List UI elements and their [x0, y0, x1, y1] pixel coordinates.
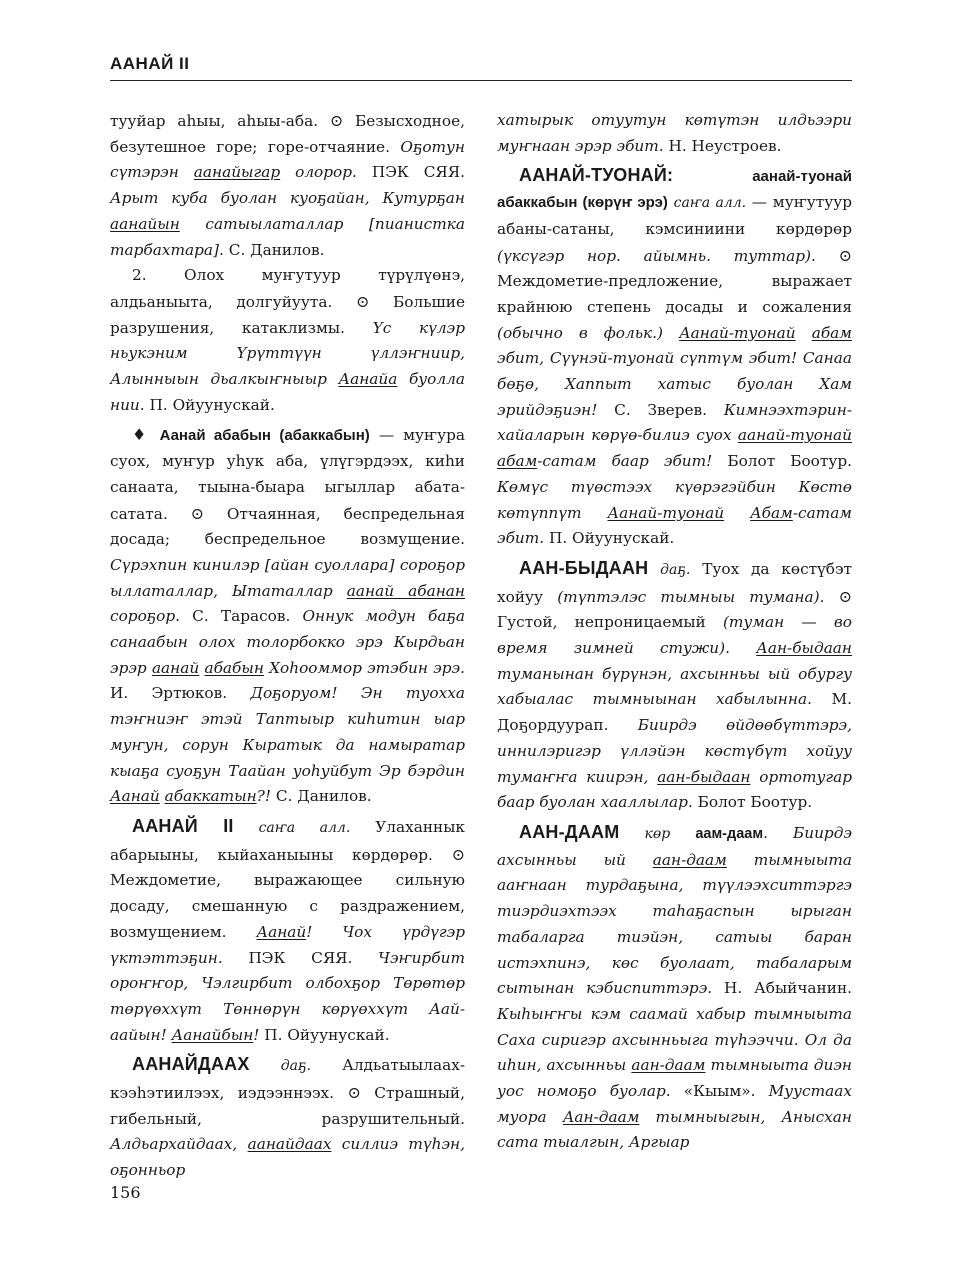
russian-marker-icon: ⊙ — [838, 245, 852, 265]
entry-text: Безысходное, безутешное горе; горе-отчаяние. — [110, 112, 465, 156]
entry-text: эбит, Сүүнэй-туонай сүптүм эбит! Санаа бөҕө, Хаппыт хатыс буолан Хам эрийдэҕиэн! — [497, 349, 852, 419]
entry-text: Улаханнык абарыыны, кыйаханыыны көрдөрөр. — [110, 817, 465, 864]
entry-text: ! — [253, 1025, 260, 1044]
entry-text — [234, 818, 259, 836]
entry-text: тууйар аһыы, аһыы-аба. — [110, 112, 330, 130]
entry-text: . — [819, 587, 839, 606]
dictionary-entry — [110, 263, 465, 418]
entry-text: -сатам эбит. — [497, 503, 852, 548]
entry-text: Н. Абыйчанин. — [712, 979, 852, 998]
entry-text: Аанай-туонай — [607, 503, 725, 522]
entry-text: Алдьатыылаах-кээһэтиилээх, иэдээннээх. — [110, 1056, 465, 1103]
running-title: ААНАЙ II — [110, 54, 190, 73]
entry-text: Отчаянная, беспредельная досада; беспредельное возмущение. — [110, 504, 465, 549]
entry-text: (туман — во время зимней стужи) — [497, 613, 852, 658]
entry-text: Н. Неустроев. — [663, 136, 782, 155]
entry-text: Аанай — [110, 787, 160, 806]
entry-headword: ААНАЙ-ТУОНАЙ: — [519, 165, 674, 186]
entry-text: силлиэ түһэн, оҕонньор — [110, 1135, 465, 1180]
entry-text: абам — [811, 323, 852, 342]
entry-text — [796, 324, 812, 342]
entry-text: тымныыгын, Анысхан сата тыалгын, Аргыар — [497, 1107, 852, 1152]
entry-text: Оҕотун сүтэрэн — [110, 137, 465, 182]
entry-text: буолла нии. — [110, 370, 465, 414]
entry-text: С. Зверев. — [597, 400, 724, 419]
page-number: 156 — [110, 1183, 141, 1202]
entry-text: Аанай абабын (абаккабын) — [159, 427, 370, 445]
entry-text: П. Ойуунускай. — [259, 1025, 390, 1044]
entry-text — [619, 824, 644, 842]
dictionary-entry — [110, 814, 465, 1048]
entry-text: аанай — [151, 658, 200, 677]
dictionary-entry — [110, 108, 465, 263]
entry-text: саҥа алл. — [258, 819, 351, 836]
entry-text: туманынан бүрүнэн, ахсынньы ый обургу хабыалас тымныынан хабылынна. — [497, 664, 852, 709]
entry-text: Доҕоруом! Эн туохха тэҥниэҥ этэй Таптыыр киһитин ыар муҥун, сорун Кыратык да намыратар кыаҕа суоҕун Таайан уоһуйбут Эр бэрдин — [110, 684, 465, 780]
russian-marker-icon: ⊙ — [838, 586, 853, 606]
entry-text: Чэҥирбит ороҥҥор, Чэлгирбит олбохҕор Төрөтөр төрүөххүт Төннөрүн көрүөххүт Аай-аайын! — [110, 948, 465, 1044]
entry-text: аанайдаах — [247, 1135, 332, 1154]
entry-text: саҥа алл. — [673, 195, 747, 212]
entry-text: Арыт куба буолан куоҕайан, Кутурҕан — [110, 189, 465, 208]
entry-text: . С. Данилов. — [219, 240, 325, 259]
entry-text: Аан-быдаан — [756, 639, 853, 658]
entry-text: Хоһооммор этэбин эрэ. — [263, 658, 465, 677]
entry-text: И. Эртюков. — [110, 684, 251, 703]
left-column — [110, 108, 465, 1184]
entry-text: Оннук модун баҕа санаабын олох толорбокко эрэ Кырдьан эрэр — [110, 607, 465, 677]
entry-text: Биирдэ өйдөөбүттэрэ, иннилэригэр үллэйэн көстүбүт хойуу тумаҥҥа киирэн, — [497, 716, 852, 786]
entry-text: ортотугар баар буолан хааллылар. — [497, 767, 852, 812]
entry-text: С. Тарасов. — [180, 607, 303, 626]
entry-text: -сатам баар эбит! — [537, 452, 713, 471]
russian-marker-icon: ⊙ — [347, 1083, 361, 1103]
entry-text: Болот Боотур. — [712, 452, 852, 471]
entry-text: даҕ. — [660, 561, 691, 578]
entry-text: аан-даам — [631, 1056, 706, 1075]
entry-text: Междометие-предложение, выражает крайнюю степень досады и сожаления — [497, 272, 852, 316]
entry-text: аанай-туонай — [737, 426, 852, 445]
dictionary-entry — [110, 422, 465, 810]
entry-headword: ААН-БЫДААН — [519, 557, 649, 578]
entry-text: аанай-туонай абаккабын (көрүҥ эрэ) — [497, 168, 852, 212]
entry-text: . — [763, 823, 793, 842]
dictionary-entry — [497, 108, 852, 159]
entry-text: тымныыта ааҥнаан турдаҕына, түүлээхситтэргэ тиэрдиэхтээх таһаҕаспын ырыган табаларга тиэйэн, сатыы баран истэхпинэ, көс буолаат, табаларым сытынан кэбиспиттэрэ. — [497, 850, 852, 998]
entry-text: (үксүгэр нор. айымнь. туттар) — [497, 246, 811, 265]
entry-text: Кимнээхтэрин-хайаларын көрүө-билиэ суох — [497, 400, 852, 445]
entry-text: Сүрэхпин кинилэр [айан суоллара] сороҕор ыллаталлар, Ытаталлар — [110, 555, 465, 600]
dictionary-entry — [497, 820, 852, 1156]
entry-text: аанайын — [110, 214, 180, 233]
entry-text: Междометие, выражающее сильную досаду, смешанную с раздражением, возмущением. — [110, 871, 465, 941]
entry-text — [670, 824, 695, 842]
entry-text — [724, 504, 750, 522]
entry-text: Болот Боотур. — [692, 793, 813, 812]
entry-text: (обычно в фольк.) — [497, 323, 664, 342]
entry-text: абаккатын — [164, 787, 257, 806]
right-column — [497, 108, 852, 1156]
entry-text: аанайыгар — [193, 163, 281, 182]
entry-text: Аанай — [256, 922, 307, 941]
entry-text: — муҥутуур абаны-сатаны, кэмсиниини көрдөрөр — [497, 193, 852, 238]
russian-marker-icon: ⊙ — [190, 503, 204, 523]
dictionary-entry — [497, 556, 852, 816]
entry-text: Кыһыҥҥы кэм саамай хабыр тымныыта Саха сиригэр ахсынньыга түһээччи. Ол да иһин, ахсынньы — [497, 1004, 852, 1075]
entry-text: Алдьархайдаах, — [110, 1135, 248, 1154]
entry-text: — муҥура суох, муҥур уһук аба, үлүгэрдээх, киһи санаата, тыына-быара ыгыллар абата-сатата. — [110, 426, 466, 523]
entry-text: ! Чох үрдүгэр үктэттэҕин. — [110, 922, 466, 967]
entry-text: П. Ойуунускай. — [144, 395, 275, 414]
entry-text: Аан-даам — [562, 1107, 640, 1126]
russian-marker-icon: ⊙ — [355, 291, 370, 311]
entry-text: Муустаах муора — [497, 1082, 852, 1126]
entry-text: ?! — [256, 787, 272, 806]
entry-text: аам-даам — [695, 825, 764, 842]
entry-text: аанай абанан — [346, 581, 465, 600]
entry-headword: ААНАЙ II — [132, 815, 234, 836]
entry-text — [151, 426, 160, 444]
entry-text: хатырык отуутун көтүтэн илдьээри муҥнаан эрэр эбит. — [497, 111, 852, 155]
russian-marker-icon: ⊙ — [451, 844, 465, 864]
entry-text — [663, 324, 679, 342]
entry-text: Үс күлэр ньукэним Үрүттүүн үллэҥнииp, Алынныын дьалкыҥныыр — [110, 318, 465, 389]
entry-text: П. Ойуунускай. — [544, 529, 675, 548]
entry-text: . — [725, 639, 757, 658]
entry-text: сатыылаталлар [пианистка тарбахтара] — [110, 214, 465, 259]
russian-marker-icon: ⊙ — [329, 111, 344, 130]
entry-text: М. Доҕордуурап. — [497, 690, 852, 735]
entry-text: Страшный, гибельный, разрушительный. — [110, 1084, 465, 1128]
entry-text: абам — [497, 452, 538, 471]
entry-text: Густой, непроницаемый — [497, 613, 723, 632]
entry-text: 2. Олох муҥутуур түрүлүөнэ, алдьаныыта, долгуйуута. — [110, 266, 465, 311]
entry-text: Аанайа — [338, 370, 398, 389]
entry-text — [673, 167, 752, 185]
entry-text: аан-быдаан — [657, 767, 751, 786]
entry-text: Аанайбын — [171, 1025, 254, 1044]
dictionary-entry — [110, 1052, 465, 1184]
entry-text: аан-даам — [652, 850, 727, 869]
entry-text: тымныыта диэн уос номоҕо буолар. — [497, 1056, 852, 1101]
entry-text: . — [811, 246, 839, 265]
entry-headword: ААНАЙДААХ — [132, 1054, 250, 1075]
entry-text: сороҕор. — [110, 607, 181, 626]
entry-text: ПЭК СЯЯ. — [222, 948, 379, 967]
entry-text: Көмүс түөстээх күөрэгэйбин Көстө көтүппүт — [497, 477, 852, 522]
entry-headword: ААН-ДААМ — [519, 821, 620, 842]
phrase-diamond-icon: ♦ — [132, 425, 151, 445]
entry-text: «Кыым». — [670, 1082, 769, 1101]
entry-text — [648, 560, 660, 578]
entry-text: даҕ. — [280, 1058, 312, 1075]
dictionary-entry — [497, 163, 852, 552]
entry-text: ПЭК СЯЯ. — [356, 163, 465, 182]
entry-text: Аанай-туонай — [679, 323, 796, 342]
entry-text: Биирдэ ахсынньы ый — [497, 823, 852, 869]
header-rule — [110, 80, 852, 81]
entry-text: Большие разрушения, катаклизмы. — [110, 292, 465, 337]
entry-text: абабын — [204, 658, 264, 677]
entry-text: олорор. — [280, 163, 357, 182]
entry-text: Туох да көстүбэт хойуу — [497, 559, 852, 606]
entry-text: (түптэлэс тымныы тумана) — [557, 587, 820, 606]
entry-text — [250, 1056, 281, 1074]
entry-text: көр — [644, 825, 671, 842]
entry-text: Абам — [750, 503, 793, 522]
entry-text: С. Данилов. — [271, 787, 372, 806]
